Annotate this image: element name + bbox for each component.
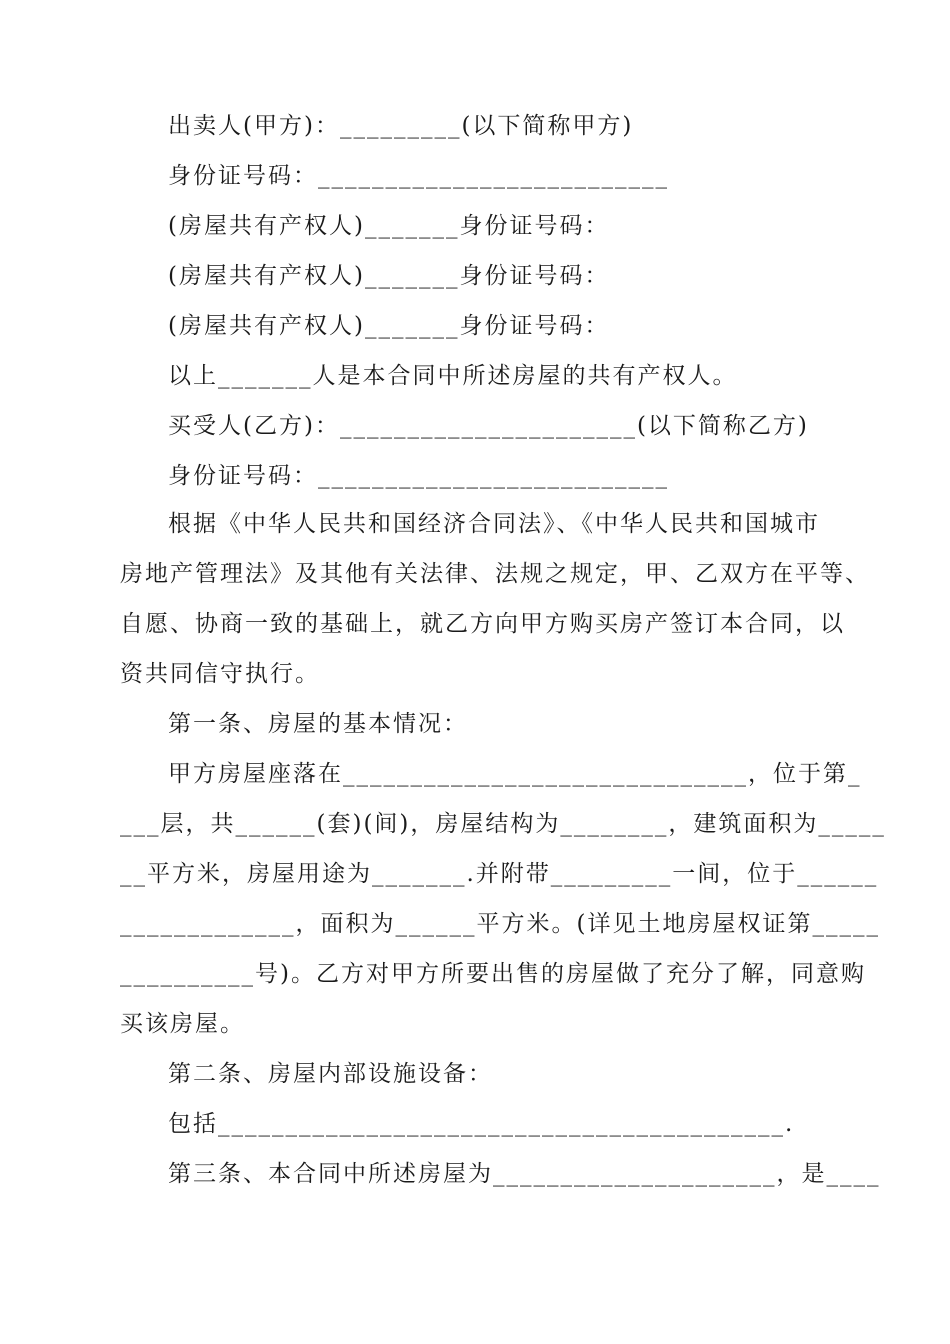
- seller-line: 出卖人(甲方)：_________(以下简称甲方): [168, 113, 634, 139]
- preamble-line-2: 房地产管理法》及其他有关法律、法规之规定，甲、乙双方在平等、: [120, 561, 870, 587]
- buyer-id-line: 身份证号码：__________________________: [168, 463, 669, 489]
- article-1-line-6: 买该房屋。: [120, 1011, 245, 1037]
- co-owner-summary-line: 以上_______人是本合同中所述房屋的共有产权人。: [168, 363, 738, 389]
- article-1-line-2: ___层，共______(套)(间)，房屋结构为________，建筑面积为_____: [120, 811, 886, 837]
- article-1-line-4: _____________，面积为______平方米。(详见土地房屋权证第_____: [120, 911, 880, 937]
- article-1-line-3: __平方米，房屋用途为_______.并附带_________一间，位于______: [120, 861, 879, 887]
- article-2-heading: 第二条、房屋内部设施设备：: [168, 1061, 493, 1087]
- article-2-line-1: 包括__________________________________________.: [168, 1111, 795, 1137]
- article-1-line-1: 甲方房屋座落在______________________________，位于第_: [168, 761, 862, 787]
- buyer-line: 买受人(乙方)：______________________(以下简称乙方): [168, 413, 809, 439]
- co-owner-line-1: (房屋共有产权人)_______身份证号码：: [168, 213, 610, 239]
- article-3-line-1: 第三条、本合同中所述房屋为_____________________，是____: [168, 1161, 881, 1187]
- co-owner-line-3: (房屋共有产权人)_______身份证号码：: [168, 313, 610, 339]
- preamble-line-3: 自愿、协商一致的基础上，就乙方向甲方购买房产签订本合同，以: [120, 611, 845, 637]
- co-owner-line-2: (房屋共有产权人)_______身份证号码：: [168, 263, 610, 289]
- seller-id-line: 身份证号码：__________________________: [168, 163, 669, 189]
- preamble-line-1: 根据《中华人民共和国经济合同法》、《中华人民共和国城市: [168, 511, 820, 537]
- article-1-line-5: __________号)。乙方对甲方所要出售的房屋做了充分了解，同意购: [120, 961, 866, 987]
- article-1-heading: 第一条、房屋的基本情况：: [168, 711, 468, 737]
- preamble-line-4: 资共同信守执行。: [120, 661, 320, 687]
